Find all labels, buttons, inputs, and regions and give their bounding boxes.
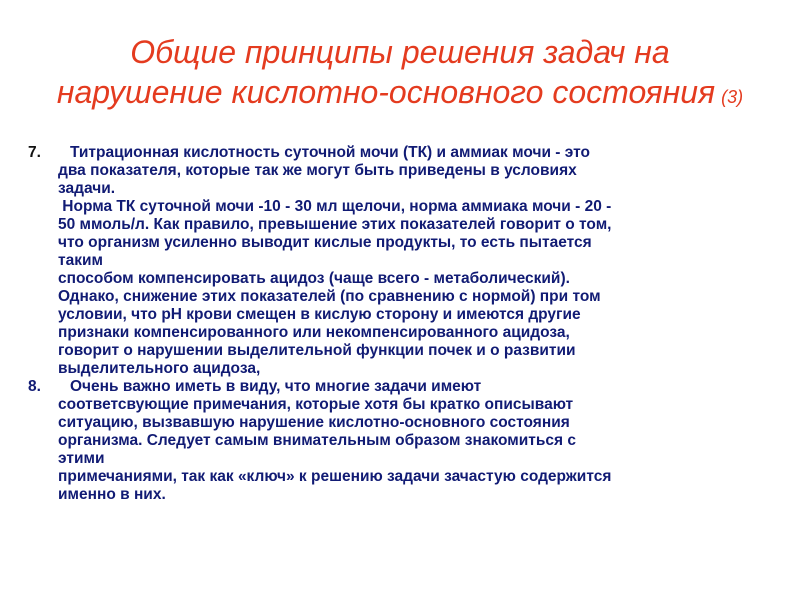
item-line: Однако, снижение этих показателей (по сравнению с нормой) при том: [58, 288, 601, 305]
item-line: способом компенсировать ацидоз (чаще всего - метаболический).: [58, 270, 570, 287]
slide-body: [28, 144, 778, 504]
item-line: что организм усиленно выводит кислые продукты, то есть пытается: [58, 234, 592, 251]
item-line: условии, что рН крови смещен в кислую сторону и имеются другие: [58, 306, 581, 323]
item-number: 7.: [28, 144, 41, 161]
item-line: именно в них.: [58, 486, 166, 503]
item-line: говорит о нарушении выделительной функции почек и о развитии: [58, 342, 576, 359]
item-text: [58, 144, 778, 378]
item-line: 50 ммоль/л. Как правило, превышение этих показателей говорит о том,: [58, 216, 612, 233]
item-line: задачи.: [58, 180, 116, 197]
item-text: [58, 378, 778, 504]
title-line-2: [0, 72, 800, 117]
item-line: Титрационная кислотность суточной мочи (ТК) и аммиак мочи - это: [70, 144, 590, 161]
title-line-2-text: нарушение кислотно-основного состояния: [56, 74, 716, 110]
item-line: два показателя, которые так же могут быть приведены в условиях: [58, 162, 577, 179]
title-line-1: Общие принципы решения задач на: [130, 34, 670, 70]
slide-title: [0, 32, 800, 117]
item-line: Норма ТК суточной мочи -10 - 30 мл щелочи, норма аммиака мочи - 20 -: [58, 198, 612, 215]
item-line: ситуацию, вызвавшую нарушение кислотно-основного состояния: [58, 414, 570, 431]
item-line: примечаниями, так как «ключ» к решению задачи зачастую содержится: [58, 468, 612, 485]
item-line: выделительного ацидоза,: [58, 360, 261, 377]
item-number: 8.: [28, 378, 41, 395]
item-line: таким: [58, 252, 103, 269]
title-part-number: (3): [721, 87, 744, 107]
item-line: этими: [58, 450, 105, 467]
list-item-8: [28, 378, 778, 504]
item-line: признаки компенсированного или некомпенсированного ацидоза,: [58, 324, 570, 341]
item-line: организма. Следует самым внимательным образом знакомиться с: [58, 432, 576, 449]
item-line: соответсвующие примечания, которые хотя бы кратко описывают: [58, 396, 574, 413]
item-line: Очень важно иметь в виду, что многие задачи имеют: [70, 378, 482, 395]
list-item-7: [28, 144, 778, 378]
